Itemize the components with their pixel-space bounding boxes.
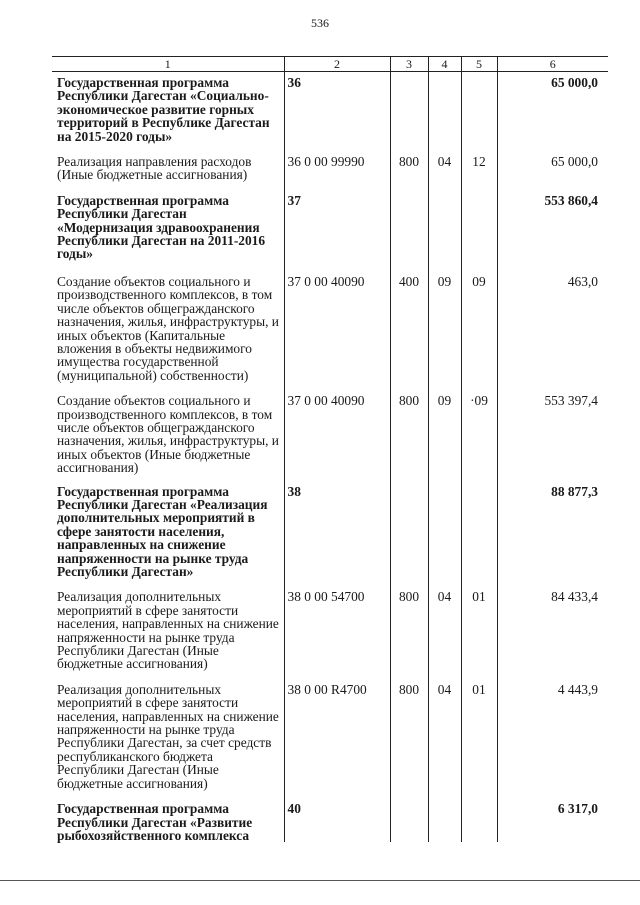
row-section: 04 (428, 683, 461, 802)
row-group-code (390, 72, 428, 156)
row-group-code (390, 194, 428, 275)
row-description: Государственная программа Республики Дагестан «Модернизация здравоохранения Республики Дагестан на 2011-2016 годы» (57, 192, 266, 262)
row-subsection (461, 802, 497, 842)
row-section (428, 72, 461, 156)
budget-table (52, 56, 608, 842)
row-amount: 6 317,0 (497, 802, 608, 842)
row-subsection: 09 (461, 275, 497, 394)
row-code: 38 0 00 54700 (284, 590, 390, 682)
row-section (428, 802, 461, 842)
table-body (52, 72, 608, 843)
column-header: 3 (390, 57, 428, 72)
row-group-code (390, 485, 428, 591)
row-subsection (461, 72, 497, 156)
row-description: Реализация направления расходов (Иные бюджетные ассигнования) (57, 154, 252, 183)
row-group-code (390, 802, 428, 842)
row-section: 09 (428, 394, 461, 484)
row-amount: 88 877,3 (497, 485, 608, 591)
row-subsection: 01 (461, 590, 497, 682)
row-code: 37 0 00 40090 (284, 394, 390, 484)
row-subsection (461, 194, 497, 275)
row-group-code: 800 (390, 683, 428, 802)
row-code: 36 (284, 72, 390, 156)
row-group-code: 800 (390, 590, 428, 682)
row-section (428, 194, 461, 275)
row-code: 37 0 00 40090 (284, 275, 390, 394)
column-header: 5 (461, 57, 497, 72)
row-amount: 553 397,4 (497, 394, 608, 484)
row-amount: 84 433,4 (497, 590, 608, 682)
row-code: 38 (284, 485, 390, 591)
row-subsection: 12 (461, 155, 497, 194)
row-group-code: 800 (390, 155, 428, 194)
table-row (52, 194, 608, 275)
row-amount: 65 000,0 (497, 155, 608, 194)
table-row (52, 275, 608, 394)
column-header: 6 (497, 57, 608, 72)
row-group-code: 800 (390, 394, 428, 484)
row-description: Государственная программа Республики Дагестан «Социально-экономическое развитие горных территорий в Республике Дагестан на 2015-2020 годы» (57, 75, 270, 144)
row-code: 38 0 00 R4700 (284, 683, 390, 802)
row-description: Реализация дополнительных мероприятий в сфере занятости населения, направленных на снижение напряженности на рынке труда Республики Дагестан, за счет средств республиканского бюджета Республики Дагестан (Иные бюджетные ассигнования) (57, 681, 279, 791)
column-header: 2 (284, 57, 390, 72)
table-row (52, 72, 608, 156)
table-row (52, 394, 608, 484)
page-number: 536 (311, 16, 329, 30)
row-amount: 4 443,9 (497, 683, 608, 802)
row-section: 09 (428, 275, 461, 394)
row-description: Государственная программа Республики Дагестан «Развитие рыбохозяйственного комплекса (57, 801, 253, 843)
row-code: 40 (284, 802, 390, 842)
row-code: 36 0 00 99990 (284, 155, 390, 194)
row-amount: 553 860,4 (497, 194, 608, 275)
row-section (428, 485, 461, 591)
row-code: 37 (284, 194, 390, 275)
table-row (52, 802, 608, 842)
row-section: 04 (428, 155, 461, 194)
row-section: 04 (428, 590, 461, 682)
row-description: Создание объектов социального и производственного комплексов, в том числе объектов общегражданского назначения, жилья, инфраструктуры, и иных объектов (Капитальные вложения в объекты недвижимого имущества государственной (муниципальной) собственности) (57, 273, 279, 383)
row-subsection (461, 485, 497, 591)
row-subsection: ·09 (461, 394, 497, 484)
table-row (52, 485, 608, 591)
row-amount: 463,0 (497, 275, 608, 394)
row-group-code: 400 (390, 275, 428, 394)
row-subsection: 01 (461, 683, 497, 802)
table-row (52, 590, 608, 682)
table-header-row (52, 57, 608, 72)
column-header: 4 (428, 57, 461, 72)
scan-bottom-edge (0, 880, 640, 881)
table-row (52, 683, 608, 802)
row-description: Создание объектов социального и производственного комплексов, в том числе объектов общегражданского назначения, жилья, инфраструктуры, и иных объектов (Иные бюджетные ассигнования) (57, 393, 279, 476)
table-row (52, 155, 608, 194)
row-description: Реализация дополнительных мероприятий в сфере занятости населения, направленных на снижение напряженности на рынке труда Республики Дагестан (Иные бюджетные ассигнования) (57, 589, 279, 672)
column-header: 1 (52, 57, 284, 72)
row-description: Государственная программа Республики Дагестан «Реализация дополнительных мероприятий в сфере занятости населения, направленных на снижение напряженности на рынке труда Республики Дагестан» (57, 483, 268, 579)
row-amount: 65 000,0 (497, 72, 608, 156)
